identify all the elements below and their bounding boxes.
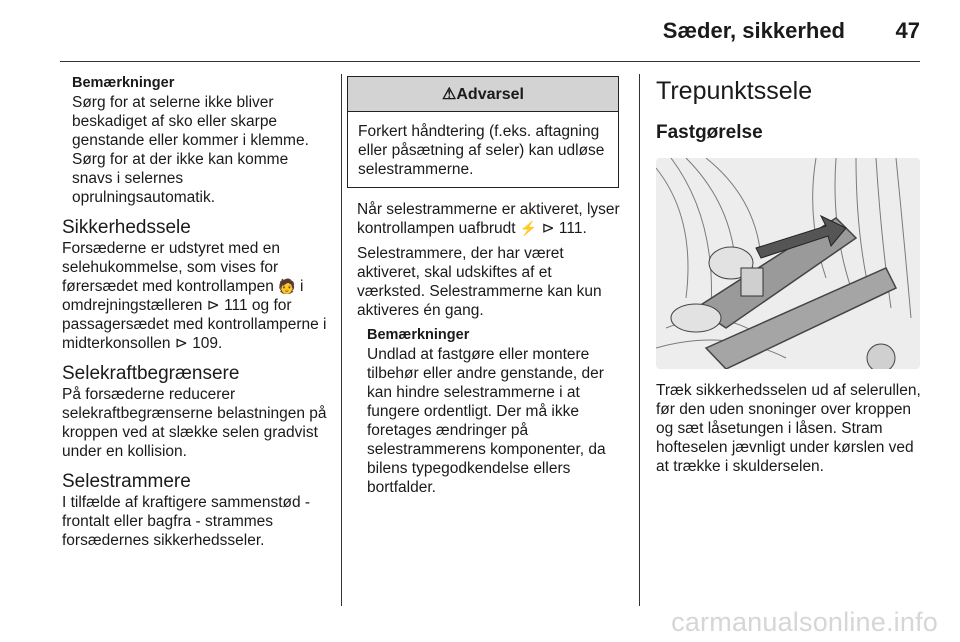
warning-icon: ⚠ (442, 86, 457, 103)
column-left (62, 74, 328, 550)
paragraph-selekraft: På forsæderne reducerer selekraftbegrænserne belastningen på kroppen ved at slække selen gradvist under en kollision. (62, 386, 327, 460)
heading-fastgoerelse: Fastgørelse (656, 122, 763, 143)
text-part: 111 og for passagersædet med kontrollamperne i midterkonsollen (62, 297, 327, 352)
warning-box (347, 76, 619, 188)
seatbelt-illustration-svg (656, 158, 920, 369)
page-ref-arrow-icon: ⊳ (174, 335, 188, 352)
column-divider-1 (341, 74, 342, 606)
pretensioner-warning-icon: ⚡ (519, 220, 538, 236)
note-text: Sørg for at selerne ikke bliver beskadiget af sko eller skarpe genstande eller kommer i klemme. Sørg for at der ikke kan komme snavs i selernes oprulningsautomatik. (72, 94, 309, 206)
text-part: 111. (558, 220, 587, 237)
text-part: Forsæderne er udstyret med en selehukommelse, som vises for førersædet med kontrollampen (62, 240, 280, 295)
paragraph-sikkerhedssele (62, 239, 328, 353)
page-number: 47 (895, 18, 920, 43)
header-rule (60, 61, 920, 62)
page-ref-arrow-icon: ⊳ (206, 297, 220, 314)
warning-header (348, 77, 618, 112)
text-part: i omdrejningstælleren (62, 278, 304, 314)
column-divider-2 (639, 74, 640, 606)
note-box (357, 326, 623, 497)
seatbelt-reminder-icon: 🧑 (278, 278, 296, 294)
note-title: Bemærkninger (72, 75, 175, 91)
heading-selestrammere: Selestrammere (62, 471, 191, 492)
note-box (62, 74, 328, 207)
seatbelt-illustration (656, 158, 920, 369)
heading-trepunktssele: Trepunktssele (656, 77, 813, 105)
watermark: carmanualsonline.info (671, 607, 938, 637)
column-middle (357, 74, 623, 497)
heading-selekraft: Selekraftbegrænsere (62, 363, 240, 384)
warning-text: Forkert håndtering (f.eks. aftagning eller påsætning af seler) kan udløse selestrammerne. (358, 123, 605, 178)
text-part: 109. (192, 335, 223, 352)
heading-sikkerhedssele: Sikkerhedssele (62, 217, 191, 238)
paragraph-activated (357, 200, 623, 238)
text-part: Når selestrammerne er aktiveret, lyser kontrollampen uafbrudt (357, 201, 620, 237)
page-title: Sæder, sikkerhed (662, 18, 845, 43)
warning-title: Advarsel (456, 86, 524, 103)
note-title: Bemærkninger (367, 327, 470, 343)
page-ref-arrow-icon: ⊳ (541, 220, 555, 237)
paragraph-replace: Selestrammere, der har været aktiveret, skal udskiftes af et værksted. Selestrammerne kan kun aktiveres én gang. (357, 245, 602, 319)
column-right (656, 74, 924, 476)
paragraph-selestrammere: I tilfælde af kraftigere sammenstød - frontalt eller bagfra - strammes forsædernes sikkerhedsseler. (62, 494, 311, 549)
paragraph-fastgoerelse: Træk sikkerhedsselen ud af selerullen, før den uden snoninger over kroppen og sæt låsetungen i låsen. Stram hofteselen jævnligt under kørslen ved at trække i skulderselen. (656, 382, 921, 475)
page-header (0, 0, 960, 62)
note-text: Undlad at fastgøre eller montere tilbehør eller andre genstande, der kan hindre selestrammerne i at fungere ordentligt. Der må ikke foretages ændringer på selestrammerens komponenter, da bilens typegodkendelse ellers bortfalder. (367, 346, 606, 496)
